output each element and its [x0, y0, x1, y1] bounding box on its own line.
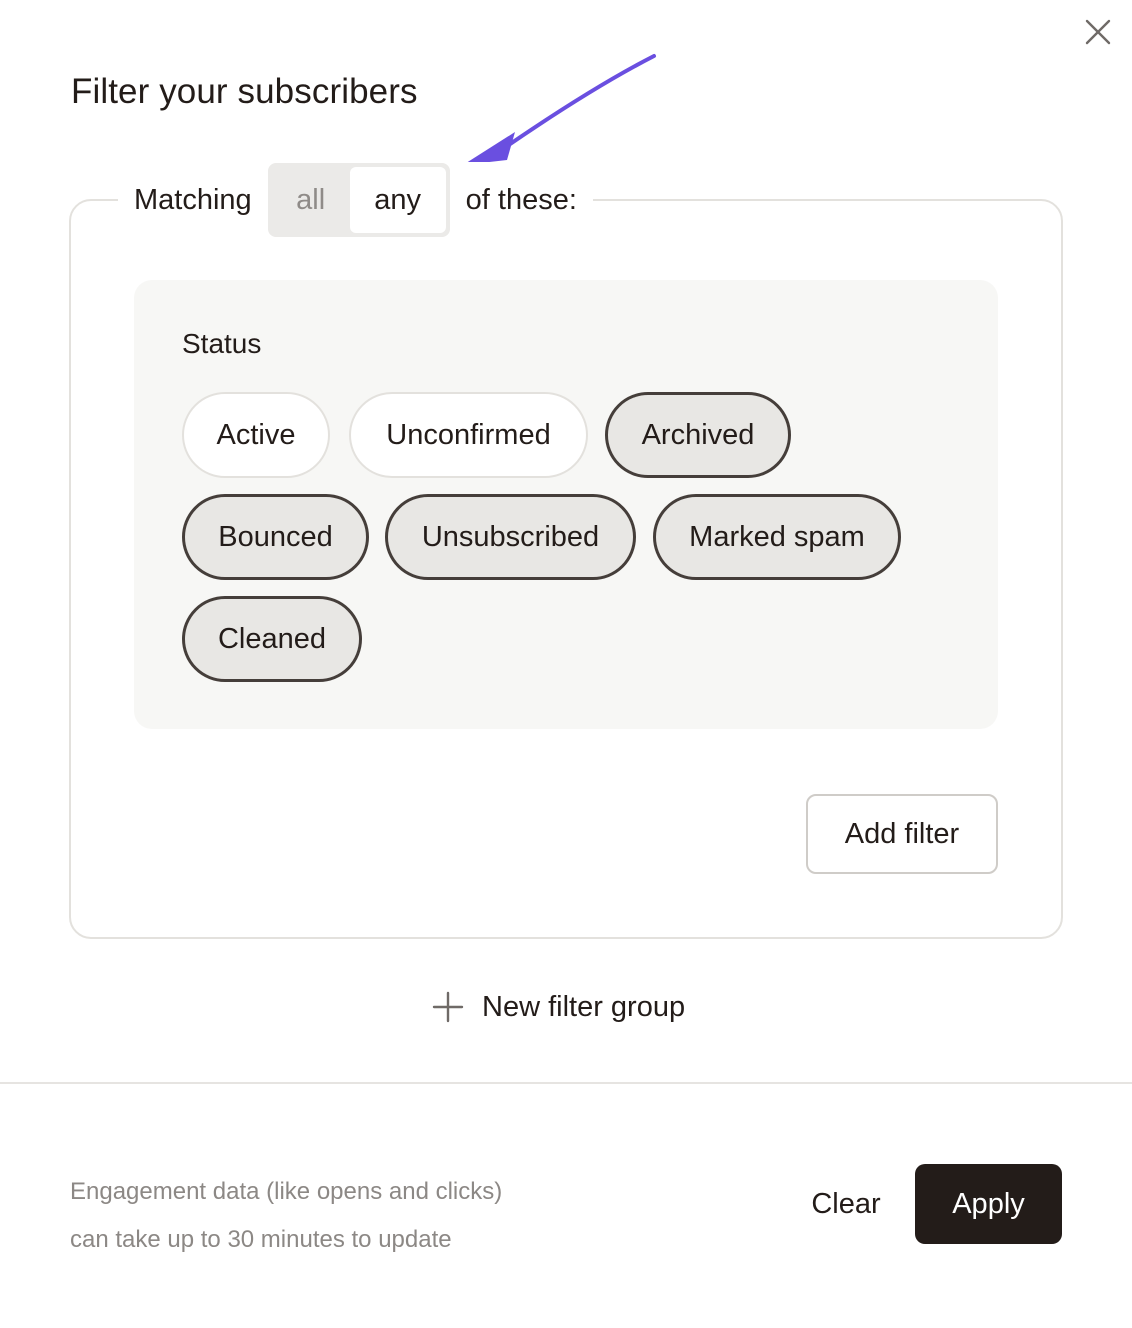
close-button[interactable]	[1080, 14, 1116, 50]
status-filter-card	[134, 280, 998, 729]
close-icon	[1080, 14, 1116, 50]
status-chip-active[interactable]: Active	[182, 392, 330, 478]
match-mode-all[interactable]: all	[296, 183, 326, 216]
engagement-note-line: Engagement data (like opens and clicks)	[70, 1178, 503, 1205]
clear-button[interactable]: Clear	[811, 1187, 881, 1220]
status-chip-archived[interactable]: Archived	[605, 392, 791, 478]
status-filter-label: Status	[182, 328, 262, 359]
matching-row	[118, 162, 593, 238]
match-mode-any[interactable]: any	[350, 167, 446, 233]
match-mode-toggle[interactable]	[268, 163, 450, 237]
status-chip-marked-spam[interactable]: Marked spam	[653, 494, 901, 580]
apply-button[interactable]: Apply	[915, 1164, 1062, 1244]
add-filter-button[interactable]: Add filter	[806, 794, 998, 874]
arrow-pointer-icon	[455, 50, 665, 175]
engagement-note-line: can take up to 30 minutes to update	[70, 1226, 452, 1253]
matching-suffix: of these:	[465, 183, 577, 216]
modal-title: Filter your subscribers	[71, 72, 418, 111]
matching-prefix: Matching	[134, 183, 252, 216]
status-chip-unsubscribed[interactable]: Unsubscribed	[385, 494, 636, 580]
engagement-note	[70, 1168, 590, 1264]
new-filter-group-button[interactable]	[432, 984, 685, 1030]
status-chip-unconfirmed[interactable]: Unconfirmed	[349, 392, 588, 478]
new-filter-group-label: New filter group	[482, 990, 686, 1023]
plus-icon	[432, 991, 464, 1023]
status-chip-bounced[interactable]: Bounced	[182, 494, 369, 580]
footer-divider	[0, 1082, 1132, 1084]
status-chip-cleaned[interactable]: Cleaned	[182, 596, 362, 682]
